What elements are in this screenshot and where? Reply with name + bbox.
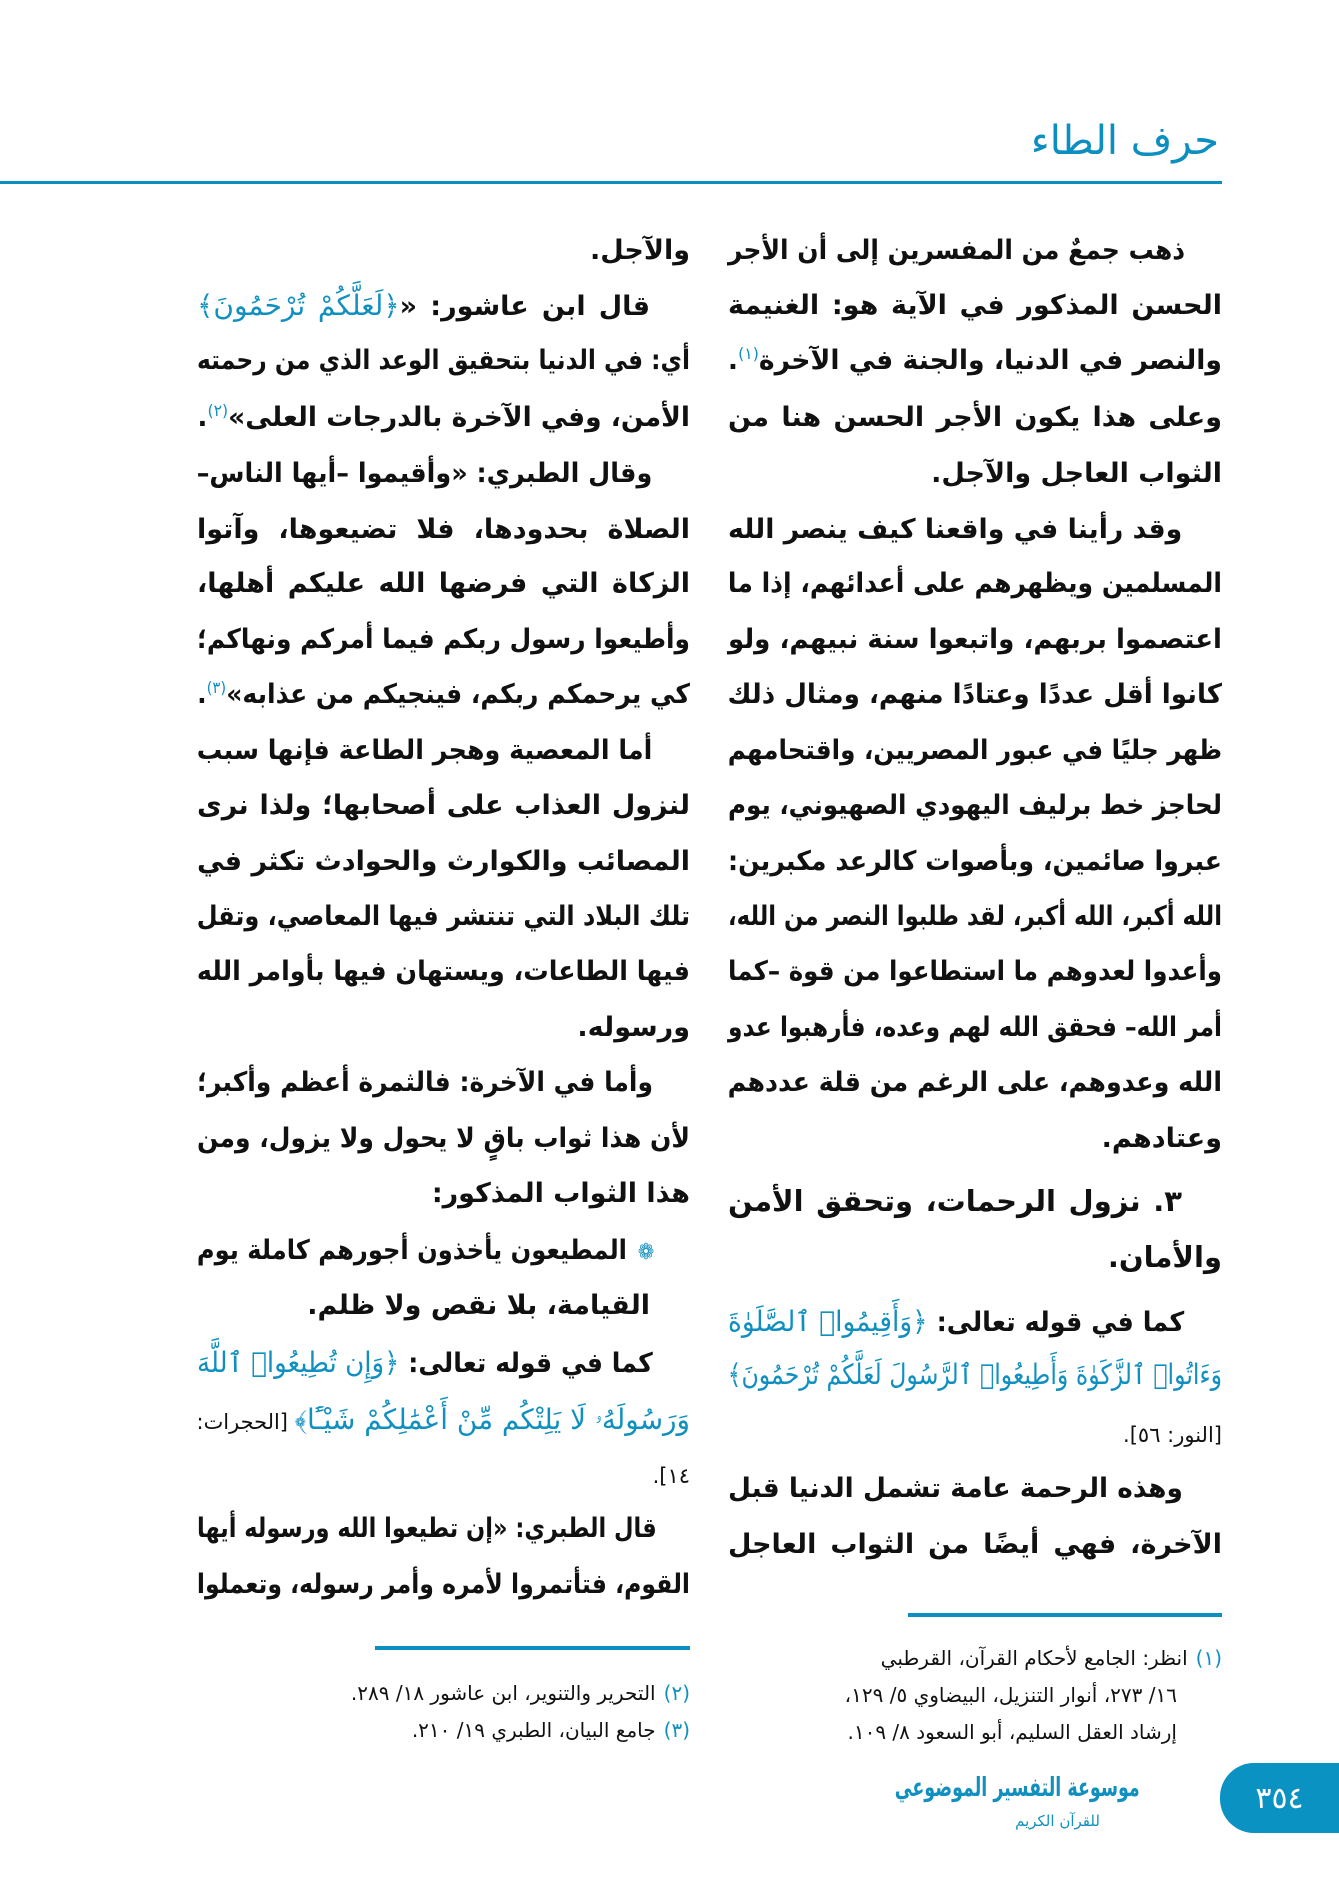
text-line <box>728 944 1222 1000</box>
text-line <box>197 667 690 723</box>
text-line <box>728 889 1222 945</box>
text-line <box>728 1111 1222 1167</box>
text-line <box>197 390 690 446</box>
text-line <box>197 1501 690 1557</box>
body-text: الصلاة بحدودها، فلا تضيعوها، وآتوا <box>197 514 690 545</box>
text-line <box>197 1111 690 1167</box>
flower-bullet-icon: ❁ <box>637 1240 655 1265</box>
footnote-text: جامع البيان، الطبري ١٩/ ٢١٠. <box>411 1718 656 1742</box>
left-column <box>197 0 690 1650</box>
footnote-ref[interactable]: (١) <box>738 344 759 363</box>
body-text: الله وعدوهم، على الرغم من قلة عددهم <box>727 1067 1222 1098</box>
body-text: ظهر جليًا في عبور المصريين، واقتحامهم <box>727 735 1222 766</box>
verse-citation: ١٤]. <box>652 1464 690 1488</box>
body-text: المصائب والكوارث والحوادث تكثر في <box>197 846 690 877</box>
body-text: كي يرحمكم ربكم، فينجيكم من عذابه» <box>226 679 690 710</box>
text-line <box>197 1557 690 1613</box>
section-heading: ٣. نزول الرحمات، وتحقق الأمن <box>728 1184 1182 1218</box>
footnote-text: التحرير والتنوير، ابن عاشور ١٨/ ٢٨٩. <box>350 1681 656 1705</box>
text-line <box>197 446 690 502</box>
footnote-divider-left <box>375 1646 690 1650</box>
footnote-number: (١) <box>1195 1646 1222 1670</box>
right-column <box>728 0 1222 1650</box>
text-line <box>728 667 1222 723</box>
body-text: اعتصموا بربهم، واتبعوا سنة نبيهم، ولو <box>728 624 1222 655</box>
body-text: وعلى هذا يكون الأجر الحسن هنا من <box>728 402 1222 433</box>
text-line <box>197 834 690 890</box>
verse-citation: [النور: ٥٦]. <box>1123 1423 1222 1447</box>
body-text: . <box>197 679 207 710</box>
text-line <box>197 1278 690 1334</box>
text-line <box>728 1347 1222 1403</box>
body-text: الأمن، وفي الآخرة بالدرجات العلى» <box>228 402 690 433</box>
text-line <box>197 502 690 558</box>
body-text: قال ابن عاشور: « <box>399 291 650 322</box>
page-number: ٣٥٤ <box>1220 1763 1339 1833</box>
text-line <box>197 556 690 612</box>
body-text: ورسوله. <box>577 1012 690 1043</box>
footnote-ref[interactable]: (٢) <box>207 401 229 420</box>
text-line <box>728 778 1222 834</box>
body-text: وأطيعوا رسول ربكم فيما أمركم ونهاكم؛ <box>196 624 690 655</box>
text-line <box>197 889 690 945</box>
text-line <box>728 502 1222 558</box>
body-text: أمر الله– فحقق الله لهم وعده، فأرهبوا عدو <box>728 1012 1222 1043</box>
text-line <box>728 1517 1222 1573</box>
text-line <box>197 1447 690 1503</box>
body-text: وقال الطبري: «وأقيموا –أيها الناس– <box>196 458 653 489</box>
chapter-title: حرف الطاء <box>1030 118 1219 164</box>
text-line <box>728 1173 1222 1229</box>
footnote-ref[interactable]: (٣) <box>206 678 227 697</box>
quran-verse: ﴿لَعَلَّكُمْ تُرْحَمُونَ﴾ <box>197 289 400 322</box>
body-text: . <box>197 402 208 433</box>
body-text: أما المعصية وهجر الطاعة فإنها سبب <box>196 735 653 766</box>
body-text: القيامة، بلا نقص ولا ظلم. <box>307 1290 650 1321</box>
body-text: لأن هذا ثواب باقٍ لا يحول ولا يزول، ومن <box>197 1123 690 1154</box>
body-text: أي: في الدنيا بتحقيق الوعد الذي من رحمته <box>197 345 690 376</box>
body-text: تلك البلاد التي تنتشر فيها المعاصي، وتقل <box>196 901 690 932</box>
text-line <box>197 612 690 668</box>
quran-verse: ﴿وَإِن تُطِيعُوا۟ ٱللَّهَ <box>197 1346 400 1379</box>
body-text: والنصر في الدنيا، والجنة في الآخرة <box>758 345 1222 376</box>
text-line <box>197 944 690 1000</box>
quran-verse: وَءَاتُوا۟ ٱلزَّكَوٰةَ وَأَطِيعُوا۟ ٱلرَّسُولَ لَعَلَّكُمْ تُرْحَمُونَ﴾ <box>727 1358 1222 1391</box>
text-line <box>728 834 1222 890</box>
text-line <box>728 1461 1222 1517</box>
body-text: والآجل. <box>590 235 690 266</box>
logo-title: موسوعة التفسير الموضوعي <box>894 1773 1140 1803</box>
text-line <box>728 278 1222 334</box>
footnote-text: ١٦/ ٢٧٣، أنوار التنزيل، البيضاوي ٥/ ١٢٩، <box>844 1683 1177 1707</box>
text-line <box>197 1335 690 1391</box>
body-text: كما في قوله تعالى: <box>399 1348 653 1379</box>
body-text: الآخرة، فهي أيضًا من الثواب العاجل <box>728 1529 1222 1560</box>
text-line <box>197 723 690 779</box>
body-text: المسلمين ويظهرهم على أعدائهم، إذا ما <box>727 568 1222 599</box>
body-text: وأما في الآخرة: فالثمرة أعظم وأكبر؛ <box>197 1067 654 1098</box>
text-line <box>728 1294 1222 1350</box>
body-text: الله أكبر، الله أكبر، لقد طلبوا النصر من الله، <box>728 901 1222 932</box>
logo-subtitle: للقرآن الكريم <box>1015 1812 1100 1830</box>
body-text: كما في قوله تعالى: <box>927 1307 1185 1338</box>
text-line <box>197 1055 690 1111</box>
body-text: الحسن المذكور في الآية هو: الغنيمة <box>728 290 1222 321</box>
body-text: المطيعون يأخذون أجورهم كاملة يوم <box>196 1235 627 1266</box>
body-text: قال الطبري: «إن تطيعوا الله ورسوله أيها <box>197 1513 657 1544</box>
text-line <box>728 612 1222 668</box>
body-text: القوم، فتأتمروا لأمره وأمر رسوله، وتعملوا <box>196 1569 690 1600</box>
text-line <box>728 446 1222 502</box>
text-line <box>197 333 690 389</box>
text-line <box>728 390 1222 446</box>
body-text: لنزول العذاب على أصحابها؛ ولذا نرى <box>197 790 690 821</box>
body-text: عبروا صائمين، وبأصوات كالرعد مكبرين: <box>728 846 1222 877</box>
footnote-text: إرشاد العقل السليم، أبو السعود ٨/ ١٠٩. <box>847 1720 1177 1744</box>
text-line <box>197 1000 690 1056</box>
body-text: هذا الثواب المذكور: <box>431 1178 690 1209</box>
text-line <box>197 223 690 279</box>
body-text: لحاجز خط برليف اليهودي الصهيوني، يوم <box>728 790 1222 821</box>
text-line <box>728 223 1222 279</box>
text-line <box>197 1166 690 1222</box>
footnote-number: (٣) <box>663 1718 690 1742</box>
text-line <box>728 1229 1222 1285</box>
text-line <box>197 278 690 334</box>
body-text: فيها الطاعات، ويستهان فيها بأوامر الله <box>196 956 690 987</box>
footnote-divider-right <box>908 1613 1222 1617</box>
body-text: كانوا أقل عددًا وعتادًا منهم، ومثال ذلك <box>727 679 1222 710</box>
verse-citation: [الحجرات: <box>196 1410 295 1434</box>
footnote-text: انظر: الجامع لأحكام القرآن، القرطبي <box>880 1646 1188 1670</box>
footnote <box>728 1677 1222 1714</box>
body-text: وعتادهم. <box>1101 1123 1222 1154</box>
footnote-number: (٢) <box>663 1681 690 1705</box>
body-text: . <box>727 345 739 376</box>
body-text: الزكاة التي فرضها الله عليكم أهلها، <box>197 568 690 599</box>
text-line <box>728 723 1222 779</box>
text-line <box>728 1055 1222 1111</box>
body-text: وأعدوا لعدوهم ما استطاعوا من قوة –كما <box>728 956 1222 987</box>
series-logo <box>894 1765 1180 1845</box>
footnote <box>197 1712 690 1749</box>
body-text: الثواب العاجل والآجل. <box>931 458 1222 489</box>
text-line <box>728 1406 1222 1462</box>
text-line <box>197 1392 690 1448</box>
quran-verse: ﴿وَأَقِيمُوا۟ ٱلصَّلَوٰةَ <box>728 1305 928 1338</box>
text-line <box>197 778 690 834</box>
footnote <box>728 1714 1222 1751</box>
section-heading: والأمان. <box>1107 1240 1222 1274</box>
body-text: وهذه الرحمة عامة تشمل الدنيا قبل <box>728 1473 1183 1504</box>
text-line <box>197 1223 690 1279</box>
text-line <box>728 333 1222 389</box>
body-text: ذهب جمعٌ من المفسرين إلى أن الأجر <box>728 235 1186 266</box>
text-line <box>728 556 1222 612</box>
quran-verse: وَرَسُولَهُۥ لَا يَلِتْكُم مِّنْ أَعْمَٰلِكُمْ شَيْـًٔا﴾ <box>294 1403 690 1436</box>
body-text: وقد رأينا في واقعنا كيف ينصر الله <box>728 514 1183 545</box>
text-line <box>728 1000 1222 1056</box>
footnote <box>728 1640 1222 1677</box>
footnote <box>197 1675 690 1712</box>
